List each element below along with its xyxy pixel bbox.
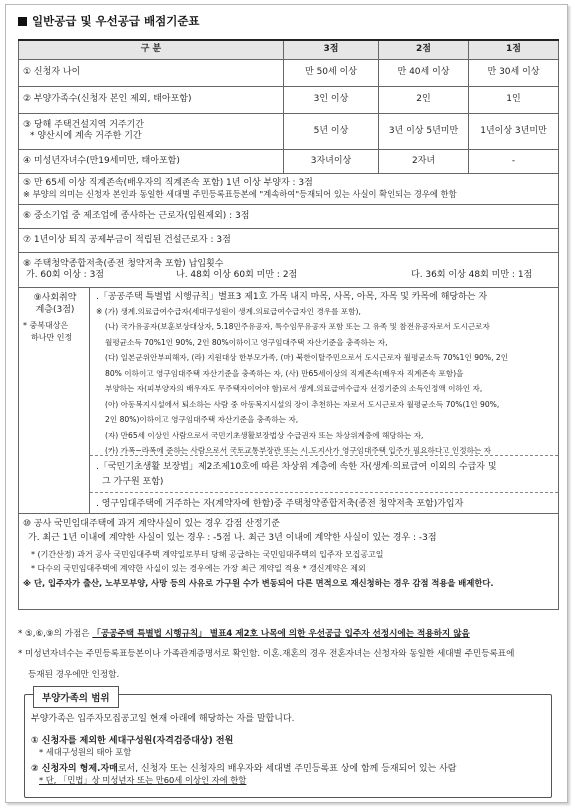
row-label: ① 신청자 나이 xyxy=(19,59,284,86)
criterion-9-item-a-line: 80% 이하이고 영구임대주택 자산기준을 충족하는 자, (사) 만65세이상의 직계존속(배우자 직계존속 포함)을 xyxy=(105,368,464,378)
criterion-8-options xyxy=(23,270,554,281)
footnote-minor-children: * 미성년자녀수는 주민등록표등본이나 가족관계증명서로 확인함. 이혼.재혼의 경우 전혼자녀는 신청자와 동일한 세대별 주민등록표에 xyxy=(18,649,515,659)
criterion-10 xyxy=(19,513,559,609)
criterion-9-item-c-text: . 영구임대주택에 거주하는 자(계약자에 한함)중 주택청약종합저축(종전 청약저축 포함)가입자 xyxy=(96,498,464,509)
criterion-9-item-a-line: ※ (가) 생계.의료급여수급자(세대구성원이 생계.의료급여수급자인 경우를 포함), xyxy=(96,306,361,316)
table-row xyxy=(19,228,559,252)
criterion-9-item-b xyxy=(90,456,558,493)
document-page xyxy=(5,4,568,803)
criterion-5-note: ※ 부양의 의미는 신청자 본인과 동일한 세대별 주민등록표등본에 "계속하여"등재되어 있는 사실이 확인되는 경우에 한함 xyxy=(23,188,457,199)
header-2pts: 2점 xyxy=(379,40,469,59)
criterion-10-note1: * (기간산정) 과거 공사 국민임대주택 계약일로부터 당해 공급하는 국민임대주택의 입주자 모집공고일 xyxy=(31,549,384,559)
criterion-10-title: ⑩ 공사 국민임대주택에 과거 계약사실이 있는 경우 감점 산정기준 xyxy=(23,518,281,529)
criterion-9-item-a-line: 2인 80%)이하이고 영구임대주택 자산기준을 충족하는 자, xyxy=(105,415,299,424)
dependents-scope-box xyxy=(24,694,552,798)
header-1pt: 1점 xyxy=(469,40,559,59)
cell-3pts: 만 50세 이상 xyxy=(284,59,379,86)
criterion-9-item-a-line: (다) 일본군위안부피해자, (라) 지원대상 한부모가족, (마) 북한이탈주민으로서 도시근로자 월평균소득 70%1인 90%, 2인 xyxy=(105,353,509,362)
cell-3pts: 3자녀이상 xyxy=(284,149,379,173)
table-row xyxy=(19,287,559,513)
dependents-item-2-rest: 로서, 신청자 또는 신청자의 배우자와 세대별 주민등록표 상에 함께 등재되어 있는 사람 xyxy=(117,764,457,774)
table-row xyxy=(19,204,559,228)
dependents-intro: 부양가족은 입주자모집공고일 현재 아래에 해당하는 자를 말합니다. xyxy=(31,714,295,724)
criterion-9-body xyxy=(89,288,558,513)
criterion-9-item-a-head: .「공공주택 특별법 시행규칙」별표3 제1호 가목 내지 마목, 사목, 아목, 자목 및 카목에 해당하는 자 xyxy=(96,291,488,302)
criterion-8-option-c: 다. 36회 이상 48회 미만 : 1점 xyxy=(411,269,533,280)
row-label-line: ③ 당해 주택건설지역 거주기간 xyxy=(23,120,144,130)
criterion-9-item-a-line: (카) 가폭~라폭에 준하는 사람으로서 국토교통부장관 또는 시.도지사가 영구임대주택 입주가 필요하다고 인정하는 자 xyxy=(105,446,492,455)
table-row xyxy=(19,149,559,173)
footnote-bonus-points xyxy=(18,624,563,645)
square-bullet-icon xyxy=(18,17,27,26)
cell-1pt: - xyxy=(469,149,559,173)
criterion-8 xyxy=(19,252,559,287)
dependents-item-1: ① 신청자를 제외한 세대구성원(자격검증대상) 전원 xyxy=(31,736,234,746)
table-header-row xyxy=(19,40,559,59)
criterion-9-item-c xyxy=(90,493,558,513)
criterion-9-item-b-line1: .「국민기초생활 보장법」제2조제10호에 따른 차상위 계층에 속한 자(생계·의료급여 이외의 수급자 및 xyxy=(96,461,497,472)
table-row xyxy=(19,86,559,113)
table-row xyxy=(19,113,559,149)
cell-2pts: 2인 xyxy=(379,86,469,113)
cell-1pt: 1년이상 3년미만 xyxy=(469,113,559,149)
dependents-item-2 xyxy=(31,761,456,774)
dependents-scope-title: 부양가족의 범위 xyxy=(33,686,119,708)
criterion-9-item-a xyxy=(90,288,558,456)
header-category: 구 분 xyxy=(19,40,284,59)
table-row xyxy=(19,173,559,204)
criterion-9-note-line2: 하나만 인정 xyxy=(31,332,73,342)
criterion-8-text: ⑧ 주택청약종합저축(종전 청약저축 포함) 납입횟수 xyxy=(23,258,224,269)
criterion-10-note2: * 다수의 국민임대주택에 계약한 사실이 있는 경우에는 가장 최근 계약일 적용 * 갱신계약은 제외 xyxy=(31,563,366,573)
section-title xyxy=(18,13,200,29)
section-title-text: 일반공급 및 우선공급 배점기준표 xyxy=(32,14,200,28)
row-label-note: * 양산시에 계속 거주한 기간 xyxy=(30,131,142,141)
cell-3pts: 3인 이상 xyxy=(284,86,379,113)
criterion-9-label-line2: 계층(3점) xyxy=(35,304,75,315)
cell-1pt: 1인 xyxy=(469,86,559,113)
criterion-10-exception: ※ 단, 입주자가 출산, 노부모부양, 사망 등의 사유로 가구원 수가 변동되어 다른 면적으로 재신청하는 경우 감점 적용을 배제한다. xyxy=(23,577,494,588)
cell-2pts: 만 40세 이상 xyxy=(379,59,469,86)
criterion-9-note-line1: * 중복대상은 xyxy=(23,320,69,330)
criterion-6: ⑥ 중소기업 중 제조업에 종사하는 근로자(임원제외) : 3점 xyxy=(19,204,559,228)
criterion-8-option-b: 나. 48회 이상 60회 미만 : 2점 xyxy=(176,269,298,280)
footnote-bonus-prefix: * ⑤,⑥,⑨의 가점은 xyxy=(18,629,90,639)
criterion-9-item-a-line: (자) 만65세 이상인 사람으로서 국민기초생활보장법상 수급권자 또는 차상위계층에 해당하는 자, xyxy=(105,430,424,440)
criterion-9-item-a-line: 월평균소득 70%1인 90%, 2인 80%이하이고 영구임대주택 자산기준을 충족하는 자, xyxy=(105,337,388,347)
table-row xyxy=(19,513,559,609)
table-row xyxy=(19,252,559,287)
header-3pts: 3점 xyxy=(284,40,379,59)
criterion-5 xyxy=(19,173,559,204)
criterion-9-item-a-line: (아) 아동복지시설에서 퇴소하는 사람 중 아동복지시설의 장이 추천하는 자로서 도시근로자 월평균소득 70%(1인 90%, xyxy=(105,399,500,409)
criterion-9 xyxy=(19,287,559,513)
row-label: ④ 미성년자녀수(만19세미만, 태아포함) xyxy=(19,149,284,173)
footnotes xyxy=(18,624,563,686)
criterion-8-option-a: 가. 60회 이상 : 3점 xyxy=(26,269,104,280)
cell-3pts: 5년 이상 xyxy=(284,113,379,149)
cell-2pts: 3년 이상 5년미만 xyxy=(379,113,469,149)
criterion-9-item-a-line: (나) 국가유공자(보훈보상대상자, 5.18민주유공자, 특수임무유공자 포함 또는 그 유족 및 참전유공자로서 도시근로자 xyxy=(105,322,490,331)
criterion-7: ⑦ 1년이상 퇴직 공제부금이 적립된 건설근로자 : 3점 xyxy=(19,228,559,252)
row-label xyxy=(19,113,284,149)
dependents-item-1-note: * 세대구성원의 태아 포함 xyxy=(39,747,132,757)
row-label: ② 부양가족수(신청자 본인 제외, 태아포함) xyxy=(19,86,284,113)
footnote-bonus-underlined: 「공공주택 특별법 시행규칙」 별표4 제2호 나목에 의한 우선공급 입주자 선정시에는 적용하지 않음 xyxy=(92,629,470,639)
criterion-9-item-a-line: 부양하는 자(피부양자의 배우자도 무주택자이어야 함)로서 생계.의료급여수급자 선정기준의 소득인정액 이하인 자, xyxy=(105,384,483,393)
table-row xyxy=(19,59,559,86)
scoring-table xyxy=(18,39,559,610)
dependents-item-2-note: * 단, 「민법」상 미성년자 또는 만60세 이상인 자에 한함 xyxy=(39,775,247,785)
criterion-9-item-b-line2: 그 가구원 포함) xyxy=(102,476,164,487)
dependents-item-2-bold: ② 신청자의 형제.자매 xyxy=(31,764,118,774)
cell-2pts: 2자녀 xyxy=(379,149,469,173)
criterion-9-label xyxy=(19,288,89,513)
footnote-minor-children-cont: 등재된 경우에만 인정함. xyxy=(28,670,120,680)
criterion-10-penalties: 가. 최근 1년 이내에 계약한 사실이 있는 경우 : -5점 나. 최근 3년 이내에 계약한 사실이 있는 경우 : -3점 xyxy=(28,532,437,543)
cell-1pt: 만 30세 이상 xyxy=(469,59,559,86)
criterion-9-label-line1: ⑨사회취약 xyxy=(33,292,77,303)
criterion-5-text: ⑤ 만 65세 이상 직계존속(배우자의 직계존속 포함) 1년 이상 부양자 : 3점 xyxy=(23,177,313,188)
